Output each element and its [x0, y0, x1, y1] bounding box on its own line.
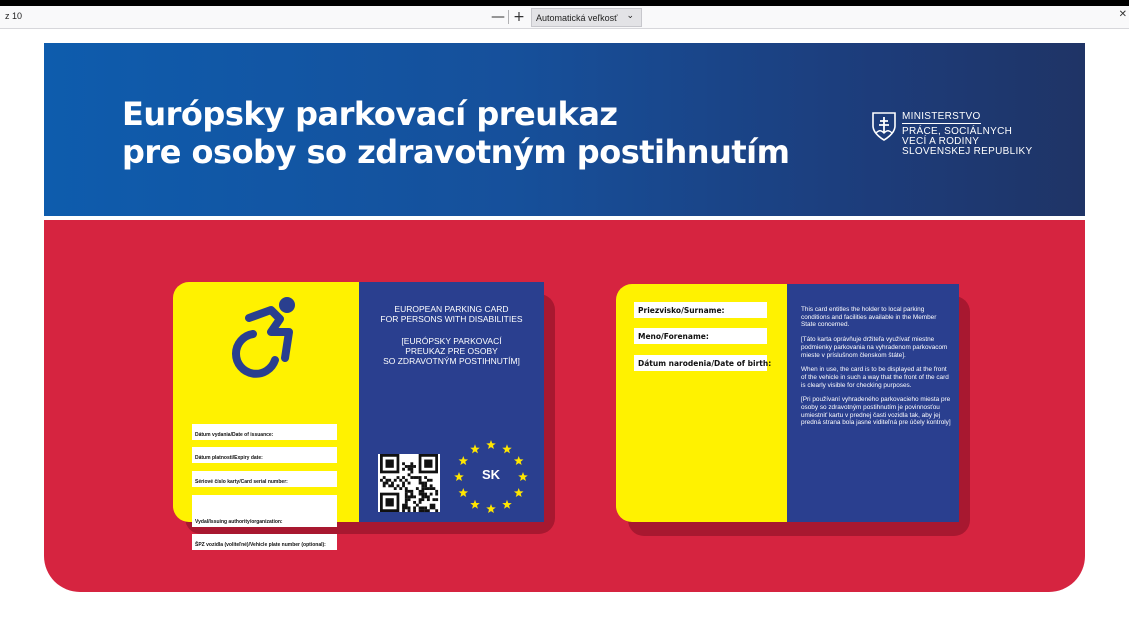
chevron-down-icon: ⌄ [626, 11, 634, 21]
country-code: SK [481, 467, 501, 482]
issuing-authority-field: Vydal/Issuing authority/organization: [192, 495, 337, 527]
forename-field: Meno/Forename: [634, 328, 767, 344]
title-line-1: Európsky parkovací preukaz [122, 95, 618, 133]
zoom-out-button[interactable]: — [491, 9, 505, 25]
page-title [122, 95, 789, 171]
qr-code-icon [378, 454, 440, 512]
toolbar-separator [508, 10, 509, 24]
surname-field: Priezvisko/Surname: [634, 302, 767, 318]
front-card [173, 282, 544, 548]
back-paragraph-3: When in use, the card is to be displayed at the front of the vehicle in such a way that the front of the card is clearly visible for checking purposes. [801, 366, 949, 389]
expiry-date-field: Dátum platnosti/Expiry date: [192, 447, 337, 463]
ministry-line-1: PRÁCE, SOCIÁLNYCH [902, 126, 1013, 137]
back-card-text [801, 306, 951, 434]
wheelchair-icon [231, 296, 301, 368]
birth-date-field: Dátum narodenia/Date of birth: [634, 355, 767, 371]
card-heading-en: EUROPEAN PARKING CARD FOR PERSONS WITH DISABILITIES [380, 304, 523, 324]
page-count: z 10 [5, 11, 23, 21]
back-paragraph-4: [Pri používaní vyhradeného parkovacieho miesta pre osoby so zdravotným postihnutím je povinnosťou umiestniť kartu v prednej časti vozidla tak, aby jej predná strana bola jasne viditeľná pre účely kontroly] [801, 396, 951, 427]
title-line-2: pre osoby so zdravotným postihnutím [122, 133, 790, 171]
zoom-select[interactable] [531, 8, 642, 27]
title-banner [44, 43, 1085, 216]
back-card [616, 284, 959, 522]
issuance-date-field: Dátum vydania/Date of issuance: [192, 424, 337, 440]
document-page [44, 43, 1085, 592]
back-paragraph-1: This card entitles the holder to local parking conditions and facilities available in the Member State concerned. [801, 306, 937, 329]
banner-divider [44, 216, 1085, 220]
vehicle-plate-field: ŠPZ vozidla (voliteľné)/Vehicle plate number (optional): [192, 534, 337, 550]
zoom-select-value: Automatická veľkosť [536, 13, 618, 23]
slovak-crest-icon [872, 112, 896, 141]
card-heading-sk: [EURÓPSKY PARKOVACÍ PREUKAZ PRE OSOBY SO ZDRAVOTNÝM POSTIHNUTÍM] [383, 336, 520, 366]
viewer-toolbar [0, 6, 1129, 29]
ministry-line-2: VECÍ A RODINY [902, 136, 980, 147]
close-icon[interactable]: ✕ [1118, 9, 1127, 20]
back-paragraph-2: [Táto karta oprávňuje držiteľa využívať miestne podmienky parkovania na vyhradenom parkovacom mieste v príslušnom členskom štáte]. [801, 336, 948, 359]
ministry-line-3: SLOVENSKEJ REPUBLIKY [902, 146, 1033, 157]
ministry-title: MINISTERSTVO [902, 111, 981, 122]
zoom-in-button[interactable]: + [513, 9, 525, 25]
serial-number-field: Sériové číslo karty/Card serial number: [192, 471, 337, 487]
